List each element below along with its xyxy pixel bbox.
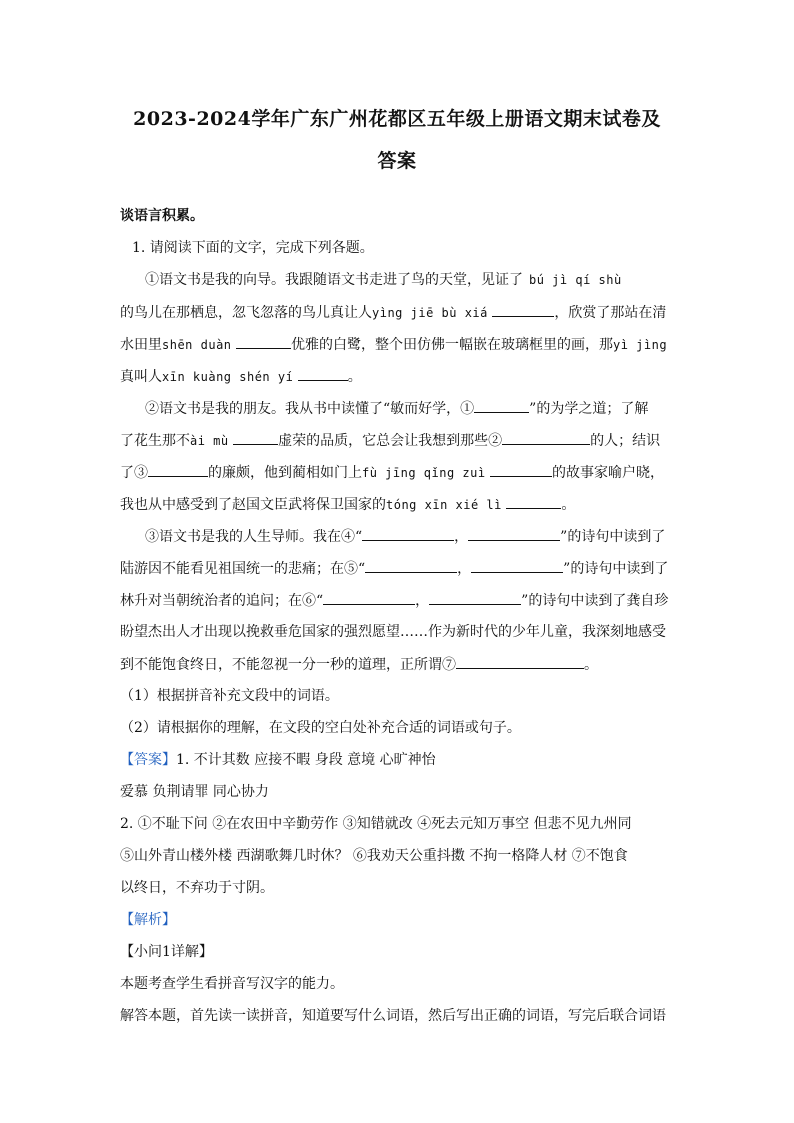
sub-question-1: （1）根据拼音补充文段中的词语。 [120, 688, 339, 704]
blank [236, 334, 291, 349]
blank [502, 430, 590, 445]
answer-line2: 爱慕 负荆请罪 同心协力 [120, 784, 269, 800]
blank [506, 494, 561, 509]
analysis-label: 【解析】 [120, 912, 176, 928]
p2-line3: 了③ 的廉颇，他到蔺相如门上fù jīng qǐng zuì 的故事家喻户晓， [120, 462, 664, 483]
p3-line3: 林升对当朝统治者的追问；在⑥“ ， ”的诗句中读到了龚自珍 [120, 590, 668, 611]
blank [492, 302, 554, 317]
blank [298, 366, 348, 381]
p2-line2: 了花生那不ài mù 虚荣的品质，它总会让我想到那些② 的人；结识 [120, 430, 660, 451]
p2-line4: 我也从中感受到了赵国文臣武将保卫国家的tóng xīn xié lì 。 [120, 494, 575, 515]
answer-line5: 以终日，不弃功于寸阴。 [120, 880, 274, 896]
p1-line3: 水田里shēn duàn 优雅的白鹭，整个田仿佛一幅嵌在玻璃框里的画，那yì jìng [120, 334, 667, 355]
p3-line1: ③语文书是我的人生导师。我在④“ ， ”的诗句中读到了 [145, 526, 665, 547]
doc-title-line2: 答案 [377, 150, 417, 172]
answer-line4: ⑤山外青山楼外楼 西湖歌舞几时休？ ⑥我劝天公重抖擞 不拘一格降人材 ⑦不饱食 [120, 848, 628, 864]
section-heading: 谈语言积累。 [120, 208, 204, 224]
blank [490, 462, 552, 477]
sub-question-2: （2）请根据你的理解，在文段的空白处补充合适的词语或句子。 [120, 720, 521, 736]
p1-line1: ①语文书是我的向导。我跟随语文书走进了鸟的天堂，见证了 bú jì qí shù [145, 272, 622, 288]
blank [323, 590, 415, 605]
blank [233, 430, 278, 445]
blank [474, 398, 529, 413]
blank [429, 590, 521, 605]
blank [365, 558, 457, 573]
answer-line1: 【答案】1. 不计其数 应接不暇 身段 意境 心旷神怡 [120, 752, 436, 768]
question-1-prompt: 1. 请阅读下面的文字，完成下列各题。 [132, 240, 374, 256]
p3-line5: 到不能饱食终日，不能忽视一分一秒的道理，正所谓⑦ 。 [120, 654, 598, 675]
blank [362, 526, 454, 541]
p3-line2: 陆游因不能看见祖国统一的悲痛；在⑤“ ， ”的诗句中读到了 [120, 558, 668, 579]
analysis-subheading: 【小问1详解】 [120, 944, 213, 960]
analysis-line1: 本题考查学生看拼音写汉字的能力。 [120, 976, 344, 992]
blank [148, 462, 208, 477]
analysis-line2: 解答本题，首先读一读拼音，知道要写什么词语，然后写出正确的词语，写完后联合词语 [120, 1008, 666, 1024]
p1-line2: 的鸟儿在那栖息，忽飞忽落的鸟儿真让人yìng jiē bù xiá ，欣赏了那站在清 [120, 302, 666, 323]
blank [456, 654, 584, 669]
p3-line4: 盼望杰出人才出现以挽救垂危国家的强烈愿望……作为新时代的少年儿童，我深刻地感受 [120, 624, 666, 640]
p2-line1: ②语文书是我的朋友。我从书中读懂了“敏而好学，① ”的为学之道；了解 [145, 398, 648, 419]
answer-label: 【答案】 [120, 752, 176, 768]
answer-line3: 2. ①不耻下问 ②在农田中辛勤劳作 ③知错就改 ④死去元知万事空 但悲不见九州同 [120, 816, 632, 832]
blank [468, 526, 560, 541]
blank [471, 558, 563, 573]
p1-line4: 真叫人xīn kuàng shén yí 。 [120, 366, 362, 387]
doc-title-line1: 2023-2024学年广东广州花都区五年级上册语文期末试卷及 [133, 108, 661, 130]
